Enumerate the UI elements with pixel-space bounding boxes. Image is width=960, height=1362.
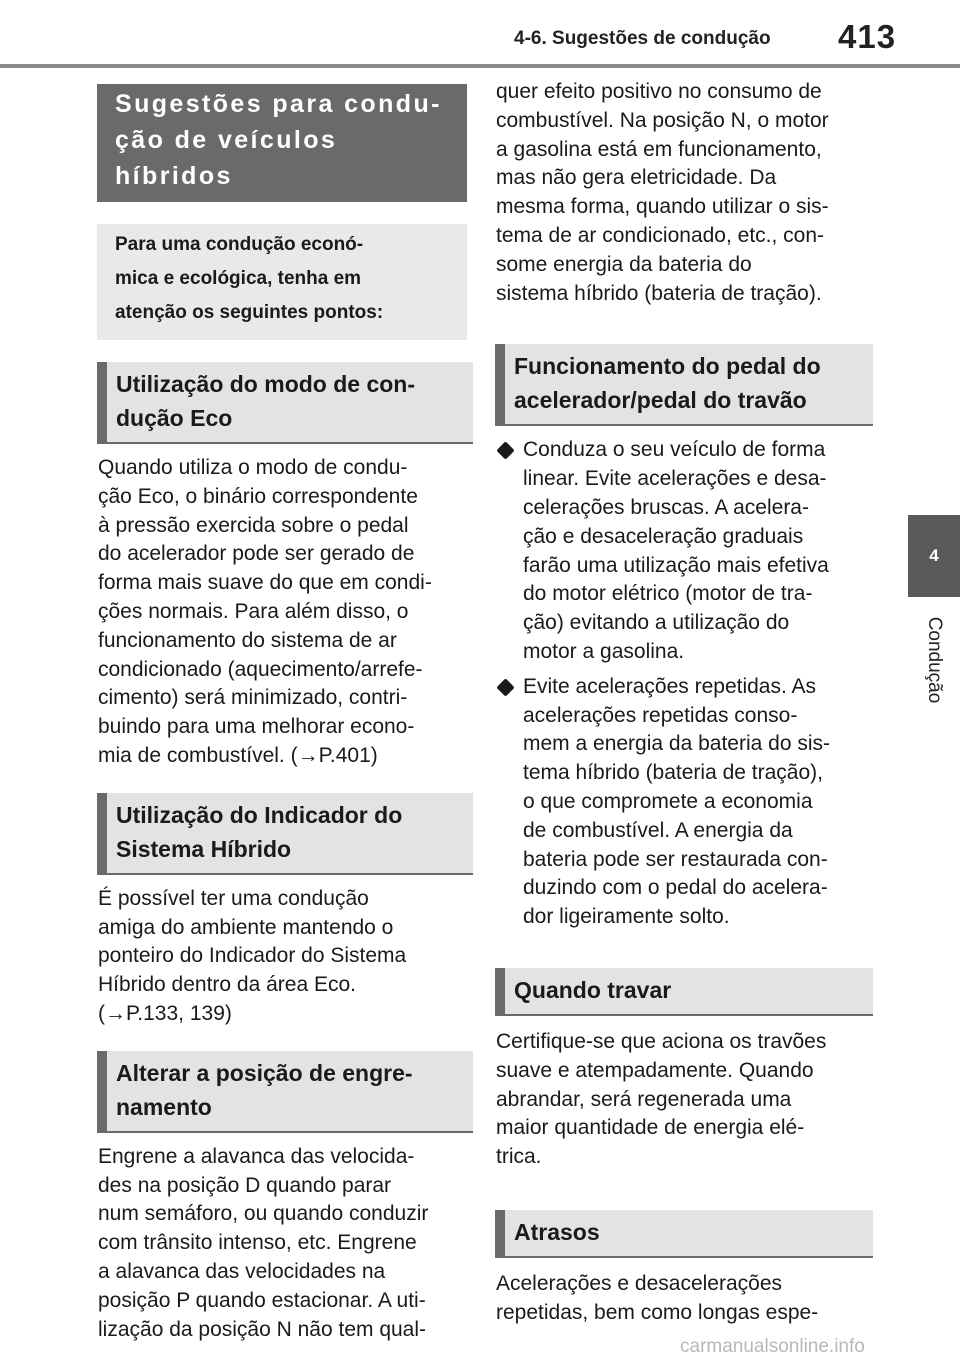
text-line: des na posição D quando parar [98, 1173, 392, 1197]
text-line: ção de veículos híbridos [115, 126, 338, 190]
paragraph-hybrid-indicator [98, 885, 467, 1029]
text-line: com trânsito intenso, etc. Engrene [98, 1231, 417, 1255]
text-line: acelerações repetidas conso- [523, 703, 798, 727]
paragraph-gear-position-continued [496, 78, 863, 308]
list-item-text [523, 438, 829, 663]
text-line: amiga do ambiente mantendo o [98, 915, 394, 939]
text-line: posição P quando estacionar. A uti- [98, 1288, 426, 1312]
text-line: bateria pode ser restaurada con- [523, 847, 828, 871]
list-item-text [523, 675, 830, 928]
text-line: ção) evitando a utilização do [523, 611, 790, 635]
text-line: num semáforo, ou quando conduzir [98, 1202, 429, 1226]
list-item [495, 673, 863, 932]
text-line: a gasolina está em funcionamento, [496, 137, 822, 161]
section-heading-pedals [495, 344, 873, 426]
text-line: o que compromete a economia [523, 789, 813, 813]
text-line: Sugestões para condu- [115, 90, 442, 118]
text-line: lização da posição N não tem qual- [98, 1317, 427, 1341]
diamond-bullet-icon [496, 678, 514, 696]
text-line: Utilização do Indicador do [116, 801, 403, 828]
text-line: sistema híbrido (bateria de tração). [496, 281, 822, 305]
right-column [495, 78, 863, 1328]
text-line: Atrasos [514, 1218, 600, 1245]
pedal-tips-list [495, 436, 863, 932]
text-line: Evite acelerações repetidas. As [523, 674, 816, 698]
text-line: ção e desaceleração graduais [523, 524, 804, 548]
chapter-label: Condução [924, 616, 945, 704]
text-line: mesma forma, quando utilizar o sis- [496, 195, 829, 219]
paragraph-delays [496, 1270, 863, 1328]
text-line: Engrene a alavanca das velocida- [98, 1144, 415, 1168]
text-line: cimento) será minimizado, contri- [98, 686, 408, 710]
text-line: quer efeito positivo no consumo de [496, 80, 822, 103]
paragraph-gear-position [98, 1143, 467, 1345]
page-number: 413 [838, 18, 897, 55]
text-line: Conduza o seu veículo de forma [523, 438, 826, 462]
text-line: Quando travar [514, 976, 672, 1003]
section-heading-gear-position [97, 1051, 473, 1133]
text-line: Alterar a posição de engre- [116, 1059, 413, 1086]
text-line: dução Eco [116, 405, 233, 431]
text-line: dor ligeiramente solto. [523, 905, 730, 929]
text-line: ções normais. Para além disso, o [98, 599, 409, 623]
chapter-tab: 4 [908, 515, 960, 597]
text-line: mica e ecológica, tenha em [115, 268, 362, 289]
text-line: celerações bruscas. A acelera- [523, 495, 809, 519]
text-line: funcionamento do sistema de ar [98, 628, 397, 652]
list-item [495, 436, 863, 666]
diamond-bullet-icon [496, 442, 514, 460]
text-line: buindo para uma melhorar econo- [98, 715, 415, 739]
text-line: condicionado (aquecimento/arrefe- [98, 657, 423, 681]
text-line: Acelerações e desacelerações [496, 1271, 783, 1295]
paragraph-eco-mode [98, 454, 467, 771]
text-line: Funcionamento do pedal do [514, 353, 821, 380]
text-line: à pressão exercida sobre o pedal [98, 513, 409, 537]
text-line: trica. [496, 1145, 542, 1169]
text-line: combustível. Na posição N, o motor [496, 108, 829, 132]
text-line: forma mais suave do que em condi- [98, 571, 432, 595]
text-line: motor a gasolina. [523, 639, 685, 663]
chapter-banner [97, 84, 467, 202]
header-rule [0, 64, 960, 68]
text-line: mem a energia da bateria do sis- [523, 732, 830, 756]
text-line: tema de ar condicionado, etc., con- [496, 223, 825, 247]
text-line: Utilização do modo de con- [116, 371, 416, 397]
text-line: ponteiro do Indicador do Sistema [98, 944, 407, 968]
text-line: farão uma utilização mais efetiva [523, 553, 829, 577]
text-line: repetidas, bem como longas espe- [496, 1300, 819, 1324]
text-line: Quando utiliza o modo de condu- [98, 456, 408, 479]
left-column [97, 84, 467, 1344]
text-line: linear. Evite acelerações e desa- [523, 467, 827, 491]
intro-note [97, 224, 467, 340]
section-heading-braking [495, 968, 873, 1016]
text-line: Para uma condução econó- [115, 234, 364, 255]
section-heading-hybrid-indicator [97, 793, 473, 875]
text-line: maior quantidade de energia elé- [496, 1116, 805, 1140]
text-line: a alavanca das velocidades na [98, 1259, 386, 1283]
text-line: Certifique-se que aciona os travões [496, 1029, 827, 1053]
watermark: carmanualsonline.info [680, 1336, 865, 1357]
paragraph-braking [496, 1028, 863, 1172]
text-line: abrandar, será regenerada uma [496, 1087, 792, 1111]
text-line: Sistema Híbrido [116, 835, 292, 862]
text-line: namento [116, 1093, 212, 1120]
text-line: mia de combustível. (→P.401) [98, 743, 378, 767]
section-heading-delays [495, 1210, 873, 1258]
running-header-section: 4-6. Sugestões de condução [514, 28, 771, 49]
text-line: mas não gera eletricidade. Da [496, 166, 777, 190]
text-line: do acelerador pode ser gerado de [98, 542, 415, 566]
text-line: (→P.133, 139) [98, 1001, 232, 1025]
text-line: suave e atempadamente. Quando [496, 1058, 814, 1082]
text-line: Híbrido dentro da área Eco. [98, 973, 356, 997]
text-line: tema híbrido (bateria de tração), [523, 761, 823, 785]
text-line: do motor elétrico (motor de tra- [523, 582, 813, 606]
section-heading-eco-mode [97, 362, 473, 444]
text-line: ção Eco, o binário correspondente [98, 484, 418, 508]
text-line: duzindo com o pedal do acelera- [523, 876, 828, 900]
text-line: some energia da bateria do [496, 252, 752, 276]
text-line: É possível ter uma condução [98, 886, 369, 910]
text-line: atenção os seguintes pontos: [115, 302, 384, 323]
text-line: de combustível. A energia da [523, 818, 793, 842]
text-line: acelerador/pedal do travão [514, 387, 807, 414]
